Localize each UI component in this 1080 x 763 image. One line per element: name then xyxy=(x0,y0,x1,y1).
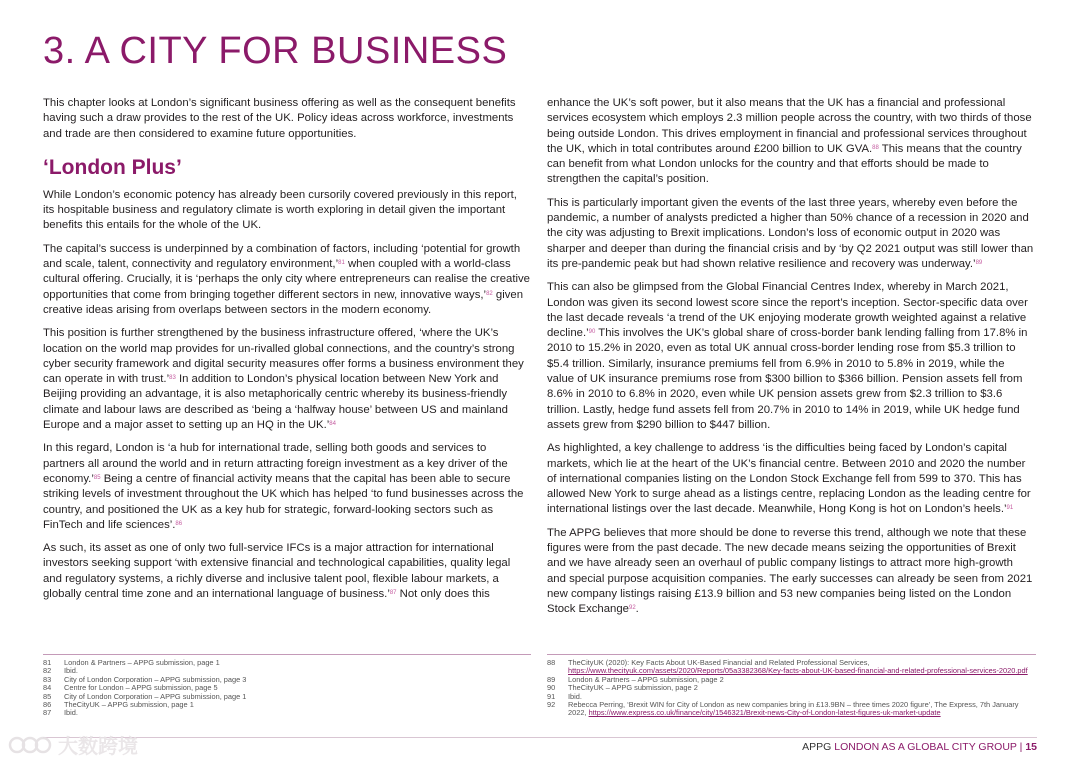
page-footer xyxy=(802,741,1037,753)
paragraph: This position is further strengthened by the business infrastructure offered, ‘where the UK’s location on the world map provides for un-rivalled global connections, and the country’s strong cyber security framework and digital security measures offer forms a business environment they can operate in with trust.’$^{83}$ In addition to London’s physical location between New York and Beijing providing an advantage, it is also metaphorically centric whereby its business-friendly climate and labour laws are described as ‘being a ‘halfway house’ between US and mainland Europe and a major asset to setting up an HQ in the UK.’$^{84}$ xyxy=(43,327,524,432)
footnote: 88 TheCityUK (2020): Key Facts About UK-Based Financial and Related Professional Services, https://www.thecityuk.com/assets/2020/Reports/05a3382368/Key-facts-about-UK-based-financial-and-related-professional-services-2020.pdf xyxy=(547,658,1028,676)
footer-text: LONDON AS A GLOBAL CITY GROUP xyxy=(834,741,1017,753)
footnote-divider xyxy=(43,654,531,655)
footnote: 92 Rebecca Perring, ‘Brexit WIN for City of London as new companies bring in £13.9BN – three times 2020 figure’, The Express, 7th January 2022, https://www.express.co.uk/finance/city/1546321/Brexit-news-City-of-London-latest-figures-uk-market-update xyxy=(547,700,1019,718)
footnote-ref[interactable]: 86 xyxy=(175,520,183,527)
paragraph: This can also be glimpsed from the Global Financial Centres Index, whereby in March 2021, London was given its second lowest score since the report’s inception. Sector-specific data over the last decade reveals ‘a trend of the UK enjoying moderate growth weighted against a relative decline.’$^{90}$ This involves the UK’s global share of cross-border bank lending falling from 17.8% in 2010 to 15.2% in 2020, even as total UK annual cross-border lending rose from $5.3 trillion to $5.4 trillion. Similarly, insurance premiums fell from 6.9% in 2010 to 5.8% in 2019, while the value of UK insurance premiums rose from $300 billion to $366 billion. Pension assets fell from 8.6% in 2010 to 6.8% in 2020, even while UK pension assets grew from $2.3 trillion to $3.6 trillion. Lastly, hedge fund assets fell from 20.7% in 2010 to 14% in 2019, while UK hedge fund assets grew from $290 billion to $447 billion. xyxy=(547,281,1028,431)
footer-divider xyxy=(43,737,1037,738)
paragraph: In this regard, London is ‘a hub for international trade, selling both goods and services to partners all around the world and in return attracting foreign investment as a key driver of the economy.’$^{85}$ Being a centre of financial activity means that the capital has been able to secure striking levels of investment throughout the UK which has helped ‘to fund businesses across the country, and positioned the UK as a key hub for strategic, forward-looking sectors such as FinTech and life sciences’.$^{86}$ xyxy=(43,442,524,531)
footnote-ref[interactable]: 84 xyxy=(329,421,336,428)
footnote-ref[interactable]: 87 xyxy=(389,590,397,597)
paragraph: As such, its asset as one of only two full-service IFCs is a major attraction for international investors seeking support ‘with extensive financial and technological capabilities, quality legal and regulatory systems, a richly diverse and inclusive talent pool, flexible labour markets, a globally central time zone and an international language of business.’$^{87}$ Not only does this xyxy=(43,542,511,601)
footnote-ref[interactable]: 88 xyxy=(872,144,879,151)
watermark xyxy=(8,730,138,759)
page-number: 15 xyxy=(1025,741,1037,753)
paragraph: The capital’s success is underpinned by a combination of factors, including ‘potential for growth and scale, talent, connectivity and regulatory environment,’$^{81}$ when coupled with a world-class cultural offering. Crucially, it is ‘perhaps the only city where entrepreneurs can realise the creative opportunities that come from bringing together different sectors in new, innovative ways,’$^{82}$ given creative ideas arising from overlaps between sectors in the modern economy. xyxy=(43,242,530,316)
paragraph: This is particularly important given the events of the last three years, whereby even before the pandemic, a number of analysts predicted a higher than 50% chance of a recession in 2020 and the city was adjusting to Brexit implications. London’s loss of economic output in 2020 was sharper and deeper than during the financial crisis and by ‘by Q2 2021 output was still lower than its pre-pandemic peak but had shown relative resilience and recovery was underway.’$^{89}$ xyxy=(547,196,1034,270)
right-column xyxy=(547,96,1034,626)
footnote: 83 City of London Corporation – APPG submission, page 3 xyxy=(43,674,247,684)
watermark-text: 大数跨境 xyxy=(58,736,138,758)
footnote: 86 TheCityUK – APPG submission, page 1 xyxy=(43,700,194,710)
left-column xyxy=(43,96,530,610)
footnote: 82 Ibid. xyxy=(43,666,78,676)
paragraph: While London’s economic potency has already been cursorily covered previously in this report, its hospitable business and regulatory climate is worth exploring in detail given the important benefits this entails for the whole of the UK. xyxy=(43,188,517,232)
intro-paragraph: This chapter looks at London’s significant business offering as well as the consequent benefits having such a draw provides to the rest of the UK. Policy ideas across workforce, investments and trade are then considered to examine future opportunities. xyxy=(43,97,516,140)
section-heading-london-plus: ‘London Plus’ xyxy=(43,155,182,179)
footer-org: APPG xyxy=(802,741,832,753)
footnote: 84 Centre for London – APPG submission, page 5 xyxy=(43,683,218,693)
page-title: 3. A CITY FOR BUSINESS xyxy=(43,30,508,72)
footnote-link[interactable]: https://www.express.co.uk/finance/city/1546321/Brexit-news-City-of-London-latest-figures-uk-market-update xyxy=(588,708,941,718)
footnote: 91 Ibid. xyxy=(547,691,582,701)
footnote-ref[interactable]: 89 xyxy=(975,259,983,266)
footnote-ref[interactable]: 92 xyxy=(628,605,636,612)
paragraph: The APPG believes that more should be done to reverse this trend, although we note that these figures were from the past decade. The new decade means seizing the opportunities of Brexit and we have already seen an overhaul of public company listings to attract more high-growth and special purpose acquisition companies. The early successes can already be seen from 2021 new company listings raising £13.9 billion and 53 new companies being listed on the London Stock Exchange$^{92}$. xyxy=(547,526,1033,616)
footnote-ref[interactable]: 90 xyxy=(588,329,596,336)
footnote: 87 Ibid. xyxy=(43,708,78,718)
footnote: 85 City of London Corporation – APPG submission, page 1 xyxy=(43,691,247,701)
footnote-ref[interactable]: 91 xyxy=(1006,505,1014,512)
footnote-divider xyxy=(547,654,1036,655)
footnote: 81 London & Partners – APPG submission, page 1 xyxy=(43,658,220,667)
footnote-ref[interactable]: 81 xyxy=(338,260,345,267)
footnote: 89 London & Partners – APPG submission, page 2 xyxy=(547,674,724,684)
footnote-ref[interactable]: 85 xyxy=(93,474,101,481)
footnote-link[interactable]: https://www.thecityuk.com/assets/2020/Reports/05a3382368/Key-facts-about-UK-based-financial-and-related-professional-services-2020.pdf xyxy=(568,666,1028,676)
footnote: 90 TheCityUK – APPG submission, page 2 xyxy=(547,683,698,693)
paragraph: As highlighted, a key challenge to address ‘is the difficulties being faced by London’s capital markets, which lie at the heart of the UK’s financial centre. Between 2010 and 2020 the number of international companies listing on the London Stock Exchange fell from 599 to 370. This has allowed New York to surge ahead as a listings centre, replacing London as the leading centre for international listings over the last decade. Meanwhile, Hong Kong is hot on London’s heels.’$^{91}$ xyxy=(547,442,1031,516)
footnote-ref[interactable]: 82 xyxy=(486,290,493,297)
footnotes-left xyxy=(43,659,531,718)
footnotes-right xyxy=(547,659,1036,718)
footer-separator: | xyxy=(1019,741,1023,753)
paragraph: enhance the UK’s soft power, but it also means that the UK has a financial and professional services ecosystem which employs 2.3 million people across the country, with two thirds of those being outside London. This drives employment in financial and professional services throughout the UK, which in total contributes around £200 billion to UK GVA.$^{88}$ This means that the country can benefit from what London unlocks for the country and that efforts should be made to strengthen the capital’s position. xyxy=(547,97,1032,186)
watermark-logo-icon xyxy=(8,734,52,756)
footnote-ref[interactable]: 83 xyxy=(169,375,176,382)
